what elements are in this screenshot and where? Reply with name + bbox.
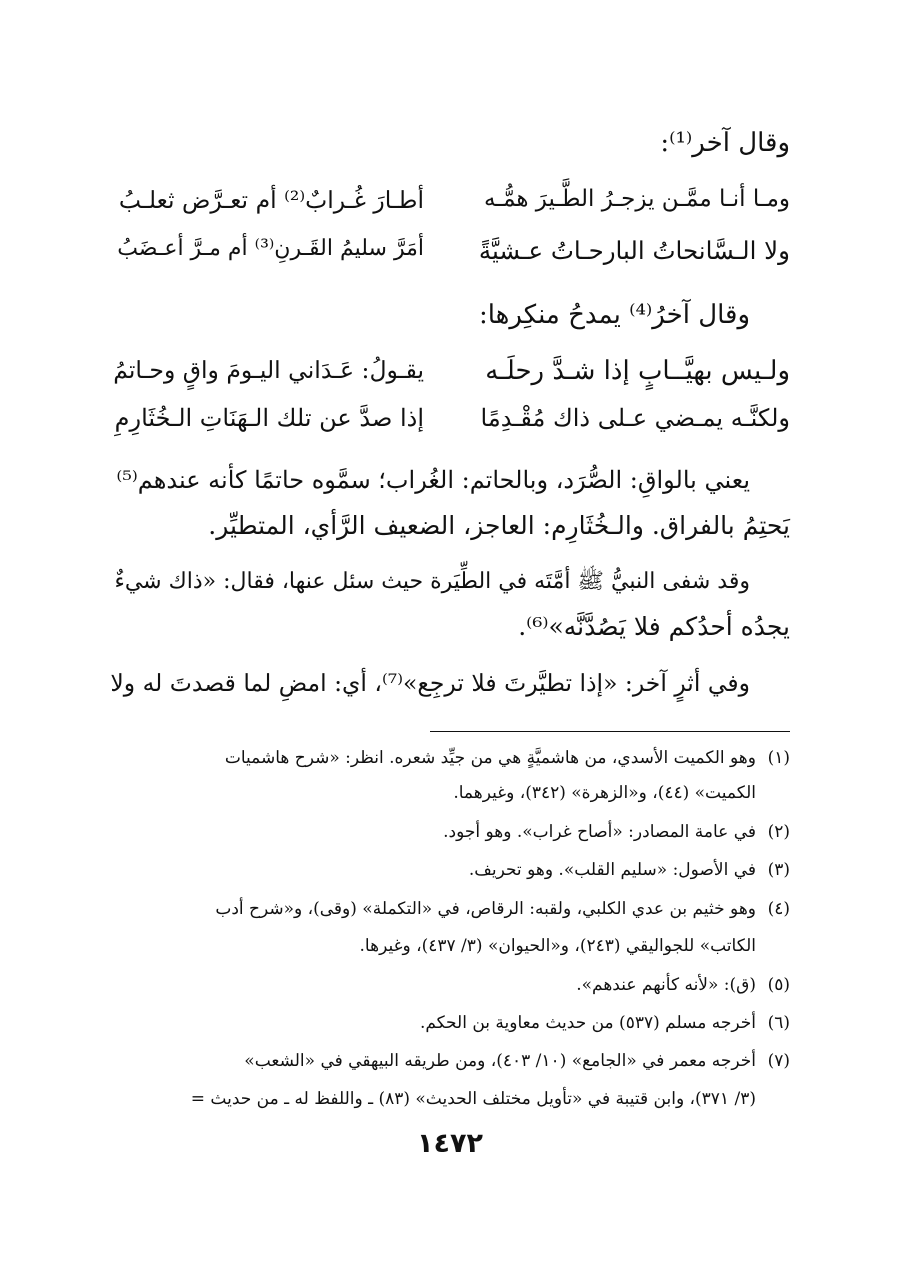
footnote-7-continuation: (٣/ ٣٧١)، وابن قتيبة في «تأويل مختلف الحديث» (٨٣) ـ واللفظ له ـ من حديث = bbox=[190, 1089, 756, 1109]
footnote-text: في الأصول: «سليم القلب». وهو تحريف. bbox=[468, 860, 756, 880]
footnote-7 bbox=[110, 1051, 790, 1071]
poem2-verse1-left: يقـولُ: عَـدَاني اليـومَ واقٍ وحـاتمُ bbox=[113, 356, 424, 384]
paragraph-1-line-2: يَحتِمُ بالفراق. والـخُثَارِم: العاجز، الضعيف الرَّأي، المتطيِّر. bbox=[208, 511, 790, 540]
footnote-number: (٢) bbox=[767, 822, 790, 842]
poem1-verse2-right: ولا الـسَّانحاتُ البارحـاتُ عـشيَّةً bbox=[478, 236, 790, 265]
poem2-verse2-left: إذا صدَّ عن تلك الـهَنَاتِ الـخُثَارِمِ bbox=[114, 404, 424, 432]
footnote-4 bbox=[110, 899, 790, 919]
footnote-text: أخرجه معمر في «الجامع» (١٠/ ٤٠٣)، ومن طريقه البيهقي في «الشعب» bbox=[244, 1051, 756, 1071]
footnote-number: (٤) bbox=[767, 899, 790, 919]
footnote-text: (ق): «لأنه كأنهم عندهم». bbox=[576, 975, 756, 995]
footnote-1 bbox=[110, 748, 790, 768]
page-number: ١٤٧٢ bbox=[417, 1128, 483, 1159]
footnote-6 bbox=[110, 1013, 790, 1033]
poem2-verse2-right: ولكنَّـه يمـضي عـلى ذاك مُقْـدِمًا bbox=[480, 404, 790, 432]
footnote-number: (٦) bbox=[767, 1013, 790, 1033]
intro-line-1: وقال آخر⁽¹⁾: bbox=[660, 128, 790, 158]
footnote-text: وهو الكميت الأسدي، من هاشميَّةٍ هي من جيِّد شعره. انظر: «شرح هاشميات bbox=[224, 748, 756, 768]
poem1-verse1-right: ومـا أنـا ممَّـن يزجـرُ الطَّـيرَ همُّـه bbox=[484, 186, 790, 212]
paragraph-1-line-1: يعني بالواقِ: الصُّرَد، وبالحاتم: الغُراب؛ سمَّوه حاتمًا كأنه عندهم⁽⁵⁾ bbox=[116, 466, 750, 494]
footnote-text: وهو خثيم بن عدي الكلبي، ولقبه: الرقاص، في «التكملة» (وقى)، و«شرح أدب bbox=[215, 899, 756, 919]
footnote-number: (٥) bbox=[767, 975, 790, 995]
poem1-verse2-left: أمَرَّ سليمُ القَـرنِ⁽³⁾ أم مـرَّ أعـضَبُ bbox=[117, 236, 424, 261]
footnote-divider bbox=[430, 731, 790, 732]
paragraph-2-line-2: يجدُه أحدُكم فلا يَصُدَّنَّه»⁽⁶⁾. bbox=[518, 612, 790, 641]
paragraph-3-line-1: وفي أثرٍ آخر: «إذا تطيَّرتَ فلا ترجِع»⁽⁷⁾، أي: امضِ لما قصدتَ له ولا bbox=[110, 669, 750, 697]
footnote-1-continuation: الكميت» (٤٤)، و«الزهرة» (٣٤٢)، وغيرهما. bbox=[453, 783, 756, 803]
poem2-verse1-right: ولـيس بهيَّــابٍ إذا شـدَّ رحلَـه bbox=[485, 356, 790, 386]
intro-line-2: وقال آخرُ⁽⁴⁾ يمدحُ منكِرها: bbox=[478, 300, 750, 330]
footnote-3 bbox=[110, 860, 790, 880]
footnote-number: (٣) bbox=[767, 860, 790, 880]
paragraph-2-line-1: وقد شفى النبيُّ ﷺ أمَّتَه في الطِّيَرة حيث سئل عنها، فقال: «ذاك شيءٌ bbox=[114, 569, 750, 594]
footnote-number: (٧) bbox=[767, 1051, 790, 1071]
footnote-text: أخرجه مسلم (٥٣٧) من حديث معاوية بن الحكم. bbox=[419, 1013, 756, 1033]
footnote-number: (١) bbox=[767, 748, 790, 768]
footnote-5 bbox=[110, 975, 790, 995]
poem1-verse1-left: أطـارَ غُـرابٌ⁽²⁾ أم تعـرَّض ثعلـبُ bbox=[118, 186, 424, 214]
footnote-text: في عامة المصادر: «أصاح غراب». وهو أجود. bbox=[443, 822, 756, 842]
footnote-4-continuation: الكاتب» للجواليقي (٢٤٣)، و«الحيوان» (٣/ ٤٣٧)، وغيرها. bbox=[359, 936, 756, 956]
footnote-2 bbox=[110, 822, 790, 842]
